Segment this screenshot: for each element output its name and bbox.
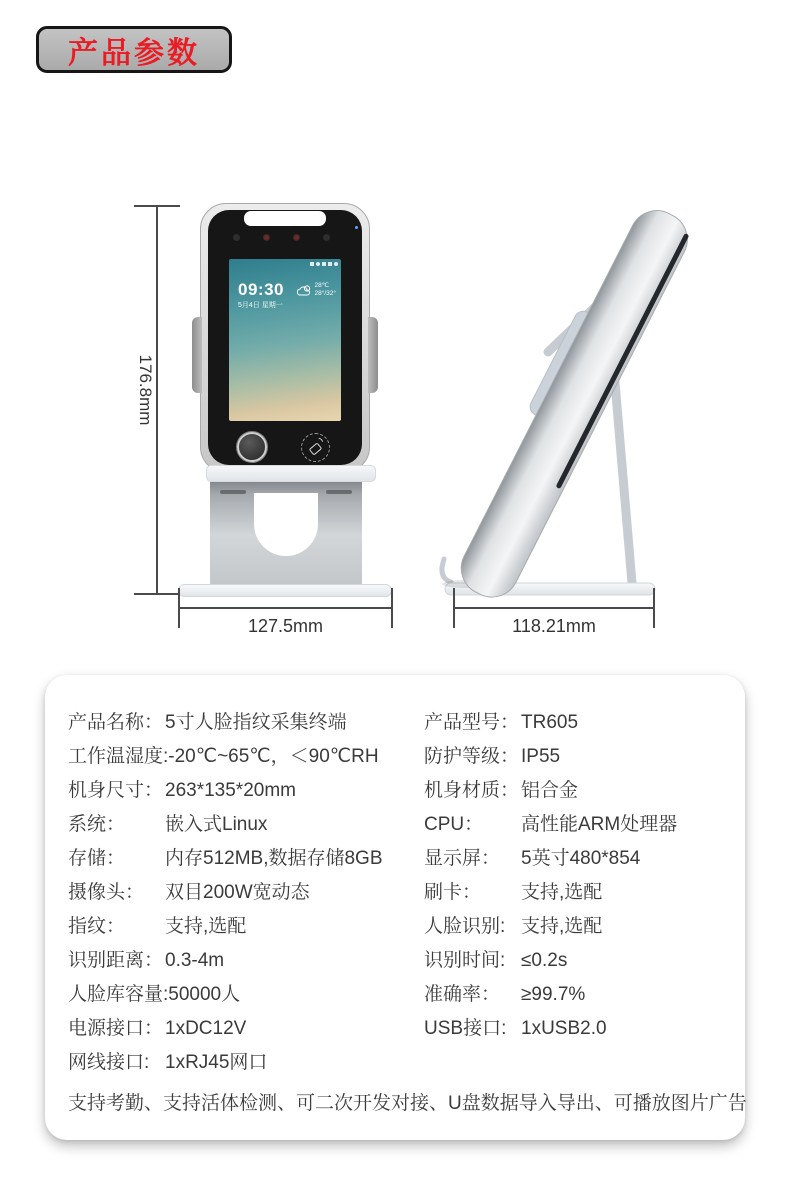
spec-value: ≥99.7%	[521, 984, 586, 1005]
spec-value: ≤0.2s	[521, 950, 568, 971]
badge-label: 产品参数	[68, 36, 200, 70]
spec-row-camera	[68, 881, 424, 905]
spec-row-body-material	[424, 779, 735, 803]
spec-value: 263*135*20mm	[165, 780, 296, 801]
spec-value: 1xRJ45网口	[165, 1052, 268, 1073]
stand-front-bracket	[206, 465, 376, 482]
spec-label: 网线接口:	[68, 1052, 150, 1073]
device-front-view	[200, 203, 370, 473]
spec-label: CPU：	[424, 814, 484, 835]
spec-value: 支持,选配	[521, 916, 603, 937]
spec-row-product-name	[68, 711, 424, 735]
spec-value: -20℃~65℃，＜90℃RH	[168, 746, 379, 767]
spec-row-card-swipe	[424, 881, 735, 905]
feature-summary-line: 支持考勤、支持活体检测、可二次开发对接、U盘数据导入导出、可播放图片广告	[68, 1093, 747, 1114]
status-led-icon	[355, 226, 358, 229]
spec-label: 机身材质：	[424, 780, 520, 801]
spec-value: 1xDC12V	[165, 1018, 247, 1039]
product-parameters-badge	[36, 26, 232, 73]
spec-row-recognition-distance	[68, 949, 424, 973]
spec-label: 存储：	[68, 848, 126, 869]
spec-value: TR605	[521, 712, 579, 733]
spec-row-system	[68, 813, 424, 837]
fingerprint-sensor-icon	[237, 432, 267, 462]
device-side-view	[420, 190, 700, 602]
spec-row-cpu	[424, 813, 735, 837]
spec-label: 显示屏：	[424, 848, 501, 869]
front-width-dimension-line	[178, 607, 393, 609]
screen-date: 5月4日 星期一	[238, 302, 283, 309]
camera-lens-icon	[233, 234, 240, 241]
fill-light-bar	[244, 211, 326, 226]
spec-label: 识别距离：	[68, 950, 164, 971]
side-width-dimension-label: 118.21mm	[512, 616, 596, 636]
spec-column-left	[68, 711, 424, 1085]
spec-label: 电源接口：	[68, 1018, 164, 1039]
stand-arm-right	[368, 317, 378, 393]
stand-arm-left	[192, 317, 202, 393]
spec-value: 1xUSB2.0	[521, 1018, 607, 1039]
front-width-dimension-label: 127.5mm	[247, 616, 324, 636]
device-screen	[229, 259, 341, 421]
spec-row-recognition-time	[424, 949, 735, 973]
stand-slot	[220, 490, 246, 494]
spec-row-ethernet-port	[68, 1051, 424, 1075]
height-dimension-line	[156, 205, 158, 595]
dimension-tick	[134, 593, 180, 595]
spec-value: 支持,选配	[521, 882, 603, 903]
spec-panel	[45, 675, 745, 1140]
sun-cloud-icon	[297, 284, 313, 297]
spec-label: 工作温湿度:	[68, 746, 169, 767]
spec-label: USB接口:	[424, 1018, 507, 1039]
spec-value: 5寸人脸指纹采集终端	[165, 712, 347, 733]
spec-row-face-recognition	[424, 915, 735, 939]
network-icon	[322, 262, 326, 266]
spec-value: 支持,选配	[165, 916, 247, 937]
spec-row-power-port	[68, 1017, 424, 1041]
stand-hook	[442, 559, 451, 582]
spec-label: 人脸库容量:	[68, 984, 169, 1005]
ir-camera-icon	[293, 234, 300, 241]
ir-camera-icon	[263, 234, 270, 241]
wifi-icon	[316, 262, 320, 266]
spec-row-fingerprint	[68, 915, 424, 939]
dimension-tick	[134, 205, 180, 207]
spec-value: 0.3-4m	[165, 950, 225, 971]
spec-value: 内存512MB,数据存储8GB	[165, 848, 383, 869]
stand-cutout	[254, 493, 318, 556]
spec-label: 防护等级：	[424, 746, 520, 767]
spec-label: 摄像头：	[68, 882, 145, 903]
spec-label: 识别时间:	[424, 950, 506, 971]
spec-value: 50000人	[168, 984, 241, 1005]
spec-columns	[68, 711, 735, 1085]
spec-value: IP55	[521, 746, 561, 767]
spec-value: 高性能ARM处理器	[521, 814, 678, 835]
device-slab	[443, 197, 697, 602]
spec-row-storage	[68, 847, 424, 871]
height-dimension-label: 176.8mm	[136, 354, 155, 426]
spec-label: 机身尺寸：	[68, 780, 164, 801]
spec-row-protection-rating	[424, 745, 735, 769]
spec-value: 5英寸480*854	[521, 848, 641, 869]
card-swipe-icon	[301, 433, 330, 462]
screen-status-icons	[310, 262, 338, 266]
screen-time: 09:30	[238, 280, 284, 299]
spec-label: 系统：	[68, 814, 126, 835]
spec-value: 嵌入式Linux	[165, 814, 268, 835]
spec-row-usb-port	[424, 1017, 735, 1041]
spec-value: 双目200W宽动态	[165, 882, 310, 903]
spec-value: 铝合金	[521, 780, 579, 801]
user-icon	[334, 262, 338, 266]
spec-column-right	[424, 711, 735, 1085]
side-width-dimension-line	[453, 607, 655, 609]
screen-temps	[315, 282, 336, 298]
storage-icon	[328, 262, 332, 266]
spec-label: 刷卡：	[424, 882, 482, 903]
spec-row-model	[424, 711, 735, 735]
stand-slot	[326, 490, 352, 494]
stand-base-plate	[178, 584, 392, 597]
spec-row-display	[424, 847, 735, 871]
spec-label: 指纹：	[68, 916, 126, 937]
spec-row-face-capacity	[68, 983, 424, 1007]
stand-front-body	[210, 482, 362, 588]
spec-label: 准确率：	[424, 984, 501, 1005]
screen-weather	[297, 282, 336, 298]
device-body-side	[452, 201, 697, 602]
spec-label: 产品名称：	[68, 712, 164, 733]
spec-row-body-size	[68, 779, 424, 803]
product-figures	[0, 190, 790, 660]
screen-temp: 28℃	[314, 282, 330, 289]
spec-row-accuracy	[424, 983, 735, 1007]
camera-lens-icon	[323, 234, 330, 241]
spec-label: 人脸识别:	[424, 916, 506, 937]
signal-icon	[310, 262, 314, 266]
spec-label: 产品型号：	[424, 712, 520, 733]
spec-row-temp-humidity	[68, 745, 424, 769]
screen-temp-range: 28°/32°	[314, 290, 336, 297]
